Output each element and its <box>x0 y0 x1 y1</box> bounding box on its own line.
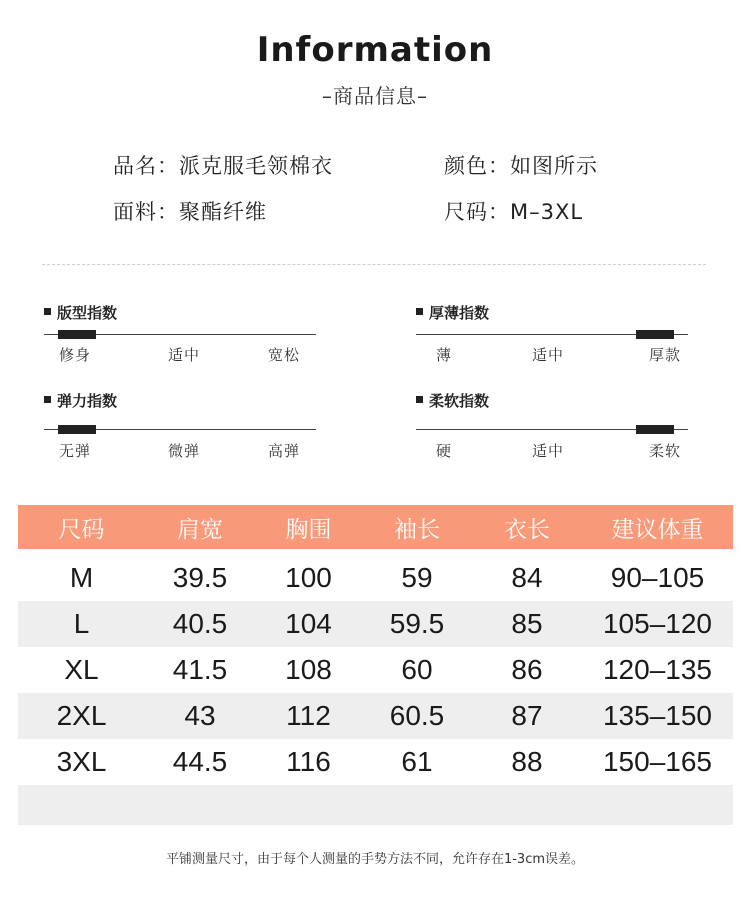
measurement-note: 平铺测量尺寸，由于每个人测量的手势方法不同，允许存在1-3cm误差。 <box>165 852 585 867</box>
scale-label-high: 厚款 <box>649 346 682 364</box>
table-cell: 3XL <box>56 746 107 777</box>
scale-marker <box>636 330 674 339</box>
scale-label-high: 柔软 <box>649 442 682 460</box>
scale-fit <box>44 302 316 382</box>
scale-label-mid: 微弹 <box>168 442 201 460</box>
table-row <box>18 601 733 647</box>
product-color: 颜色：如图所示 <box>444 154 598 178</box>
table-cell: 60 <box>401 654 433 685</box>
table-cell: 61 <box>401 746 433 777</box>
table-cell: 100 <box>285 562 332 593</box>
product-fabric: 面料：聚酯纤维 <box>113 200 267 224</box>
table-cell: 112 <box>286 700 331 731</box>
header-cell: 尺码 <box>58 516 105 543</box>
table-cell: 86 <box>511 654 543 685</box>
scale-title: 版型指数 <box>44 302 117 323</box>
scale-label-low: 无弹 <box>59 442 92 460</box>
table-cell: 2XL <box>56 700 107 731</box>
table-cell: 85 <box>511 608 543 639</box>
scale-label-low: 硬 <box>436 442 453 460</box>
table-cell: 104 <box>285 608 332 639</box>
table-row <box>18 647 733 693</box>
scale-label-mid: 适中 <box>532 442 565 460</box>
scale-marker <box>58 425 96 434</box>
table-cell: L <box>73 608 90 639</box>
table-row <box>18 555 733 601</box>
scale-thickness <box>416 302 688 382</box>
table-cell: 59.5 <box>389 608 445 639</box>
table-cell: 41.5 <box>172 654 228 685</box>
table-header <box>18 505 733 549</box>
table-cell: 87 <box>511 700 543 731</box>
scale-label-mid: 适中 <box>532 346 565 364</box>
table-cell: 108 <box>285 654 332 685</box>
scale-label-low: 薄 <box>436 346 453 364</box>
bullet-square-icon <box>44 396 51 403</box>
product-name: 品名：派克服毛领棉衣 <box>113 154 333 178</box>
table-cell: 135–150 <box>602 700 712 731</box>
table-cell: 60.5 <box>389 700 445 731</box>
scale-label-high: 宽松 <box>268 346 301 364</box>
header-cell: 袖长 <box>394 516 440 543</box>
scale-title: 柔软指数 <box>416 390 489 411</box>
table-cell: 84 <box>511 562 543 593</box>
scale-label-low: 修身 <box>59 346 92 364</box>
scale-title: 厚薄指数 <box>416 302 489 323</box>
table-cell: 40.5 <box>172 608 228 639</box>
scale-elasticity <box>44 390 316 470</box>
header-cell: 衣长 <box>504 516 550 543</box>
header-cell: 胸围 <box>285 516 332 543</box>
scale-softness <box>416 390 688 470</box>
size-table <box>18 505 733 825</box>
scale-label-high: 高弹 <box>268 442 301 460</box>
table-cell: 120–135 <box>602 654 712 685</box>
scale-marker <box>58 330 96 339</box>
page-title: Information <box>256 30 494 70</box>
table-filler-row <box>18 785 733 825</box>
table-cell: 88 <box>511 746 543 777</box>
table-row <box>18 739 733 785</box>
table-cell: XL <box>64 654 99 685</box>
table-cell: 39.5 <box>172 562 228 593</box>
bullet-square-icon <box>44 308 51 315</box>
header-cell: 肩宽 <box>177 516 223 543</box>
table-cell: 44.5 <box>172 746 228 777</box>
table-row <box>18 693 733 739</box>
table-cell: 150–165 <box>602 746 712 777</box>
product-size-range: 尺码：M–3XL <box>444 200 584 224</box>
table-cell: M <box>69 562 94 593</box>
table-cell: 43 <box>184 700 216 731</box>
table-cell: 90–105 <box>610 562 705 593</box>
table-cell: 116 <box>286 746 331 777</box>
table-cell: 59 <box>401 562 433 593</box>
scale-marker <box>636 425 674 434</box>
table-cell: 105–120 <box>602 608 712 639</box>
bullet-square-icon <box>416 308 423 315</box>
bullet-square-icon <box>416 396 423 403</box>
scale-label-mid: 适中 <box>168 346 201 364</box>
scale-title: 弹力指数 <box>44 390 117 411</box>
divider <box>42 264 706 265</box>
header-cell: 建议体重 <box>611 516 704 543</box>
page-subtitle: –商品信息– <box>322 84 428 108</box>
